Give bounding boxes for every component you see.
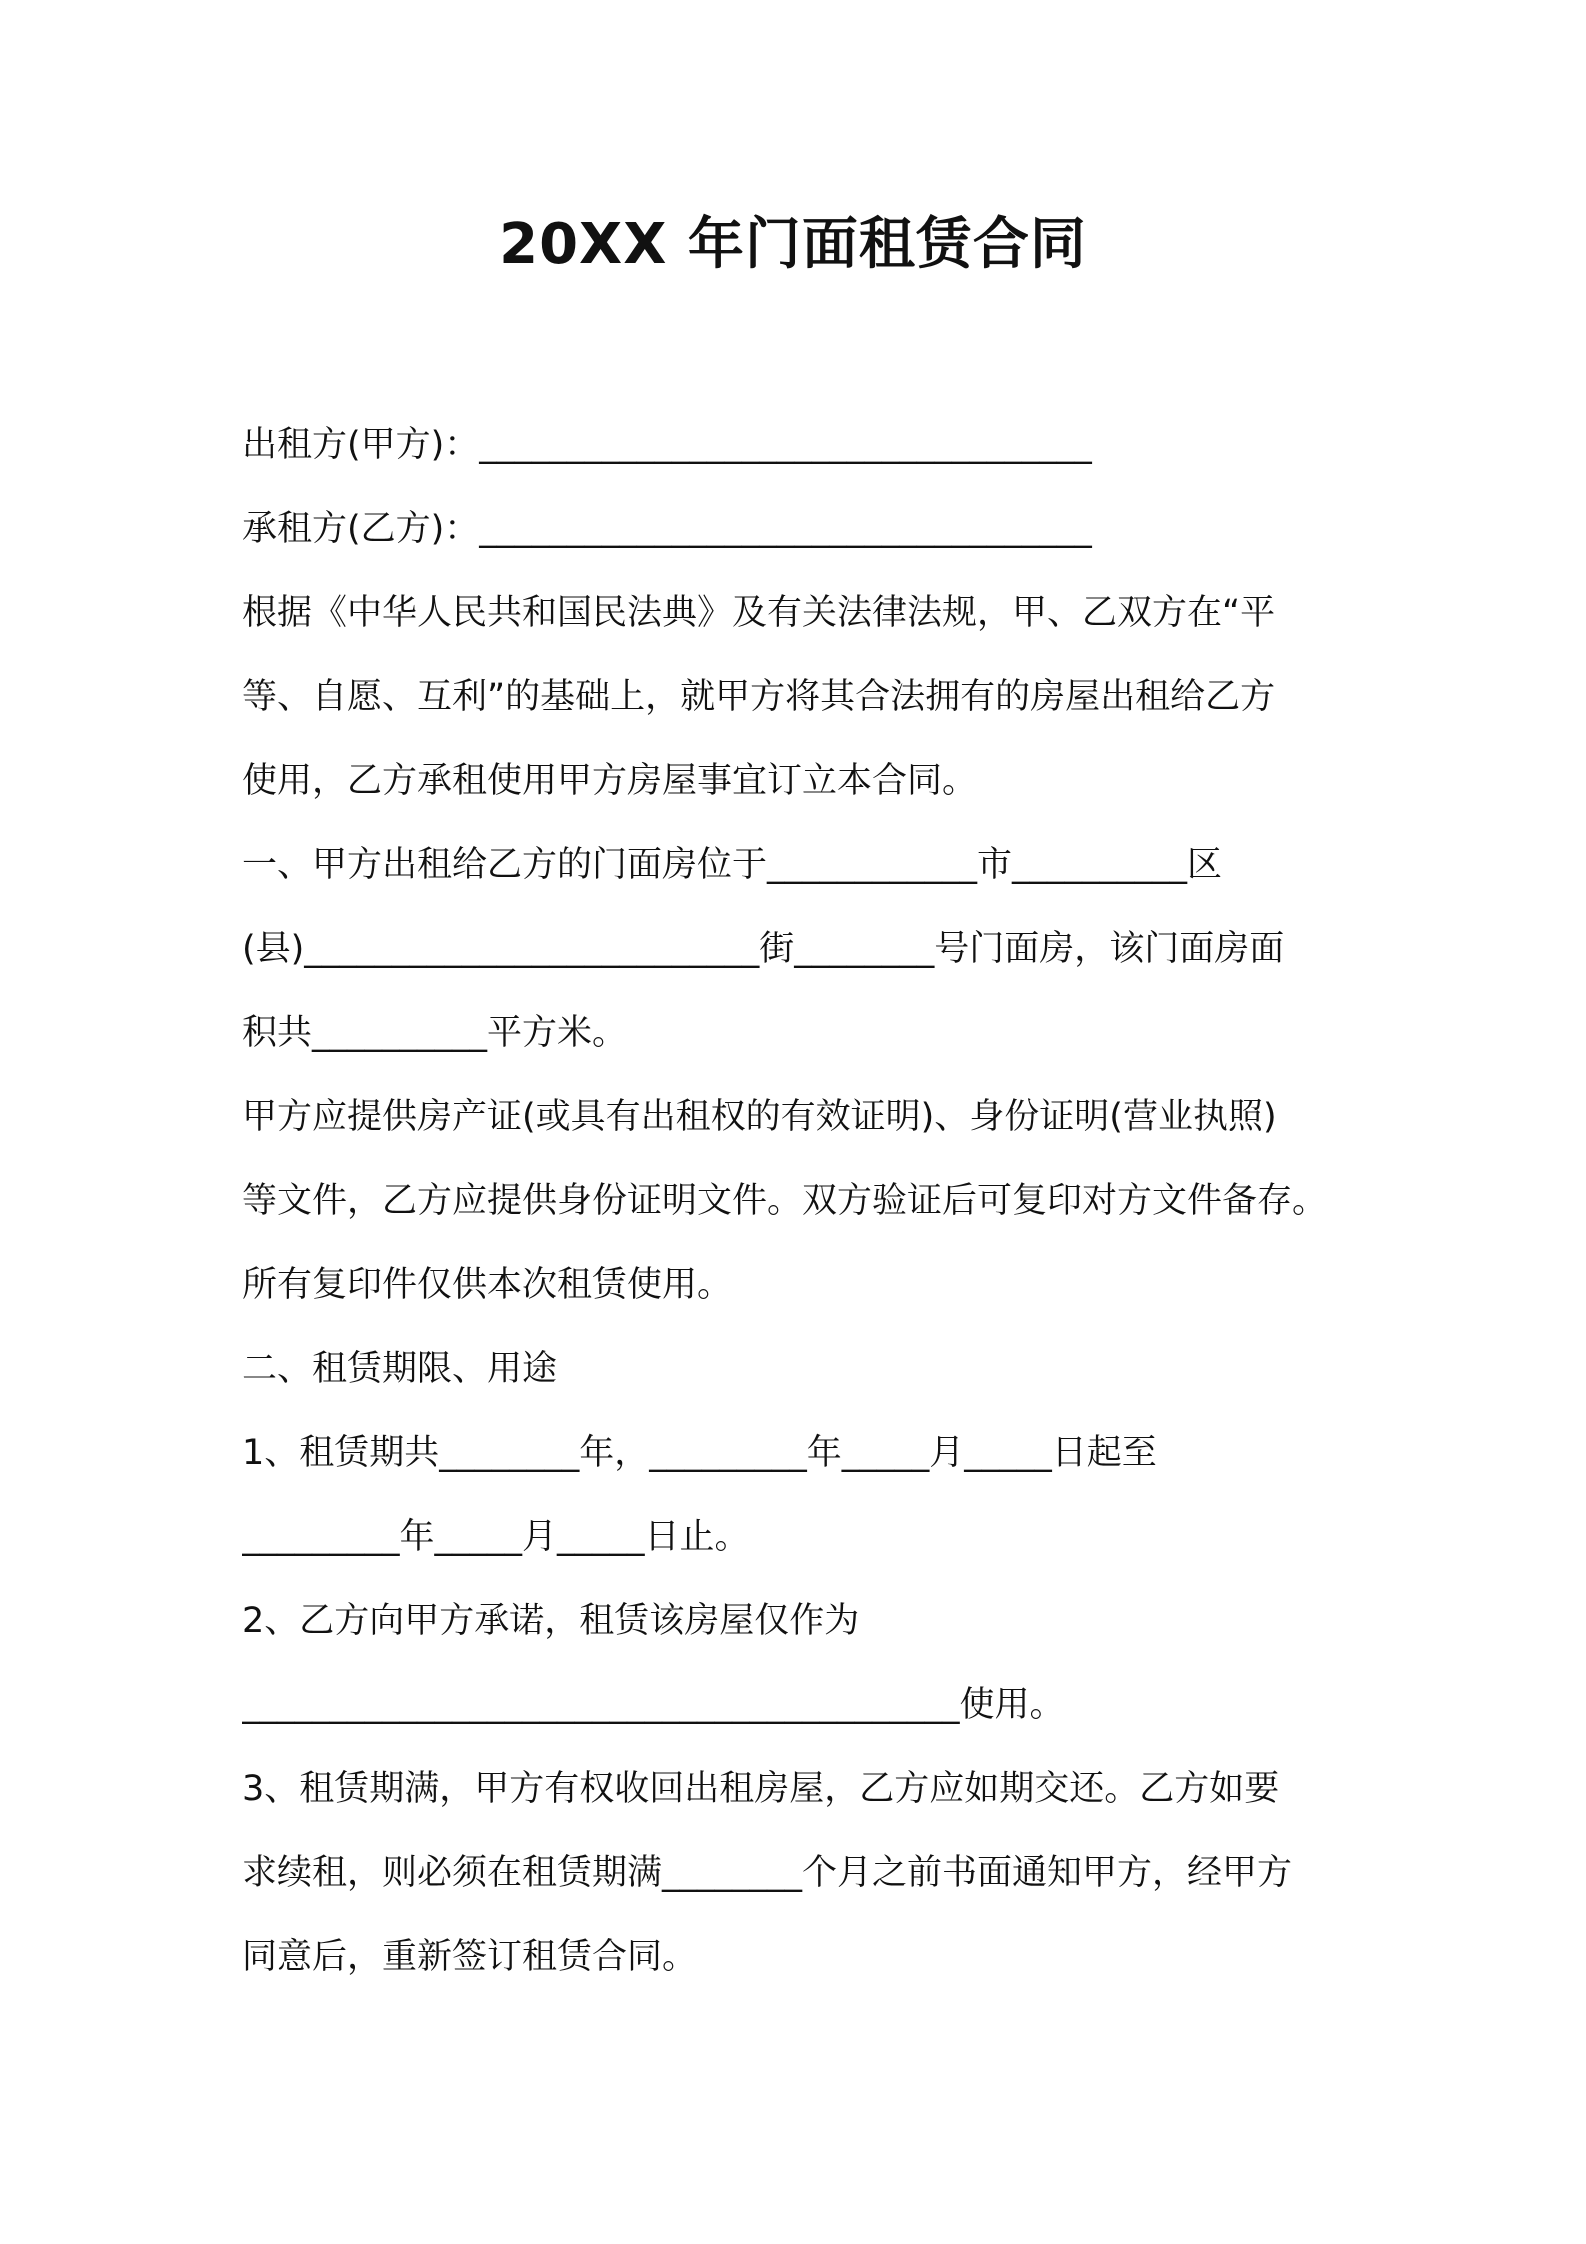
clause-1-line-3: 积共__________平方米。 <box>242 1013 628 1053</box>
purpose-line-1: 2、乙方向甲方承诺，租赁该房屋仅作为 <box>242 1601 860 1641</box>
term-line-2: _________年_____月_____日止。 <box>242 1517 750 1557</box>
documents-line-3: 所有复印件仅供本次租赁使用。 <box>242 1265 733 1305</box>
purpose-line-2: _________________________________________使用。 <box>242 1685 1065 1725</box>
renewal-line-3: 同意后，重新签订租赁合同。 <box>242 1937 698 1977</box>
renewal-line-1: 3、租赁期满，甲方有权收回出租房屋，乙方应如期交还。乙方如要 <box>242 1769 1280 1809</box>
preamble-line-3: 使用，乙方承租使用甲方房屋事宜订立本合同。 <box>242 761 978 801</box>
section-2-heading: 二、租赁期限、用途 <box>242 1349 558 1389</box>
renewal-line-2: 求续租，则必须在租赁期满________个月之前书面通知甲方，经甲方 <box>242 1853 1293 1893</box>
lessee-line: 承租方(乙方)：___________________________________ <box>242 509 1092 549</box>
documents-line-2: 等文件，乙方应提供身份证明文件。双方验证后可复印对方文件备存。 <box>242 1181 1328 1221</box>
clause-1-line-1: 一、甲方出租给乙方的门面房位于____________市__________区 <box>242 845 1223 885</box>
contract-body <box>242 403 1362 1999</box>
term-line-1: 1、租赁期共________年，_________年_____月_____日起至 <box>242 1433 1157 1473</box>
documents-line-1: 甲方应提供房产证(或具有出租权的有效证明)、身份证明(营业执照) <box>242 1097 1277 1137</box>
lessor-line: 出租方(甲方)：___________________________________ <box>242 425 1092 465</box>
preamble-line-2: 等、自愿、互利”的基础上，就甲方将其合法拥有的房屋出租给乙方 <box>242 677 1276 717</box>
clause-1-line-2: (县)__________________________街________号门面房，该门面房面 <box>242 929 1285 969</box>
preamble-line-1: 根据《中华人民共和国民法典》及有关法律法规，甲、乙双方在“平 <box>242 593 1276 633</box>
document-title: 20XX 年门面租赁合同 <box>499 212 1087 277</box>
